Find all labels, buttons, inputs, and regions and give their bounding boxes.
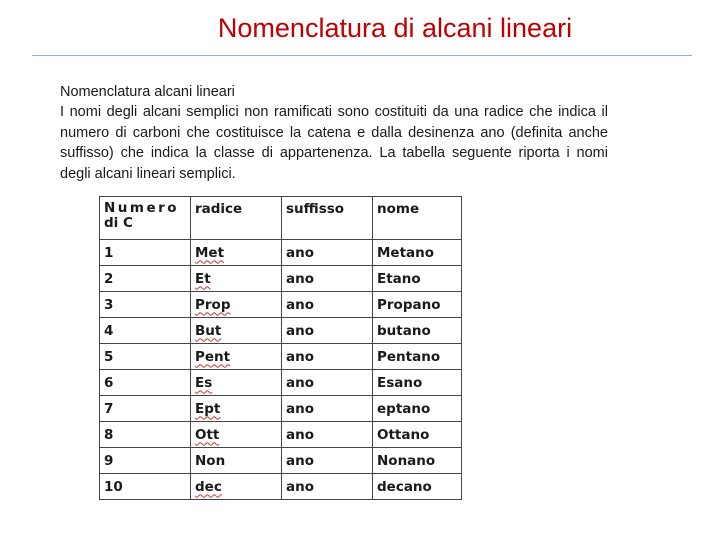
table-row [100, 266, 462, 292]
cell-nome: eptano [373, 396, 462, 422]
header-nome: nome [373, 197, 462, 240]
radice-text: Ott [195, 426, 220, 443]
header-numero-di-c [100, 197, 191, 240]
cell-nome: Esano [373, 370, 462, 396]
cell-radice [191, 292, 282, 318]
cell-radice [191, 266, 282, 292]
table-row [100, 292, 462, 318]
cell-radice [191, 448, 282, 474]
cell-nome: decano [373, 474, 462, 500]
cell-numero: 6 [100, 370, 191, 396]
slide-title: Nomenclatura di alcani lineari [217, 13, 573, 43]
cell-numero: 10 [100, 474, 191, 500]
header-radice: radice [191, 197, 282, 240]
cell-radice [191, 344, 282, 370]
cell-nome: Metano [373, 240, 462, 266]
cell-nome: Nonano [373, 448, 462, 474]
table-row [100, 474, 462, 500]
cell-radice [191, 240, 282, 266]
cell-radice [191, 396, 282, 422]
cell-suffisso: ano [282, 396, 373, 422]
radice-text: Et [195, 270, 211, 287]
cell-suffisso: ano [282, 266, 373, 292]
cell-radice [191, 318, 282, 344]
radice-text: Pent [195, 348, 231, 365]
cell-numero: 9 [100, 448, 191, 474]
radice-text: Prop [195, 296, 231, 313]
header-suffisso: suffisso [282, 197, 373, 240]
cell-nome: Ottano [373, 422, 462, 448]
table-row [100, 448, 462, 474]
table-row [100, 422, 462, 448]
content-block [60, 82, 608, 184]
cell-nome: butano [373, 318, 462, 344]
cell-suffisso: ano [282, 240, 373, 266]
cell-numero: 2 [100, 266, 191, 292]
cell-radice [191, 422, 282, 448]
table-row [100, 240, 462, 266]
intro-heading: Nomenclatura alcani lineari [60, 84, 235, 100]
cell-suffisso: ano [282, 370, 373, 396]
cell-radice [191, 370, 282, 396]
cell-suffisso: ano [282, 448, 373, 474]
cell-radice [191, 474, 282, 500]
radice-text: Met [195, 244, 225, 261]
cell-suffisso: ano [282, 318, 373, 344]
radice-text: Es [195, 374, 213, 391]
title-divider [32, 55, 692, 56]
cell-nome: Propano [373, 292, 462, 318]
cell-numero: 7 [100, 396, 191, 422]
cell-numero: 5 [100, 344, 191, 370]
cell-numero: 3 [100, 292, 191, 318]
header-numero-line2: di C [104, 215, 133, 231]
cell-nome: Pentano [373, 344, 462, 370]
radice-text: But [195, 322, 222, 339]
cell-nome: Etano [373, 266, 462, 292]
cell-suffisso: ano [282, 292, 373, 318]
radice-text: Non [195, 452, 226, 469]
cell-suffisso: ano [282, 422, 373, 448]
alkane-nomenclature-table [99, 196, 462, 500]
table-row [100, 396, 462, 422]
cell-numero: 4 [100, 318, 191, 344]
cell-suffisso: ano [282, 474, 373, 500]
table-row [100, 370, 462, 396]
radice-text: dec [195, 478, 222, 495]
header-numero-line1: Numero [104, 200, 180, 216]
cell-suffisso: ano [282, 344, 373, 370]
cell-numero: 8 [100, 422, 191, 448]
intro-paragraph: I nomi degli alcani semplici non ramificati sono costituiti da una radice che indica il numero di carboni che costituisce la catena e dalla desinenza ano (definita anche suffisso) che indica la classe di appartenenza. La tabella seguente riporta i nomi degli alcani lineari semplici. [60, 104, 608, 182]
cell-numero: 1 [100, 240, 191, 266]
table-row [100, 344, 462, 370]
radice-text: Ept [195, 400, 221, 417]
table-header-row [100, 197, 462, 240]
table-row [100, 318, 462, 344]
